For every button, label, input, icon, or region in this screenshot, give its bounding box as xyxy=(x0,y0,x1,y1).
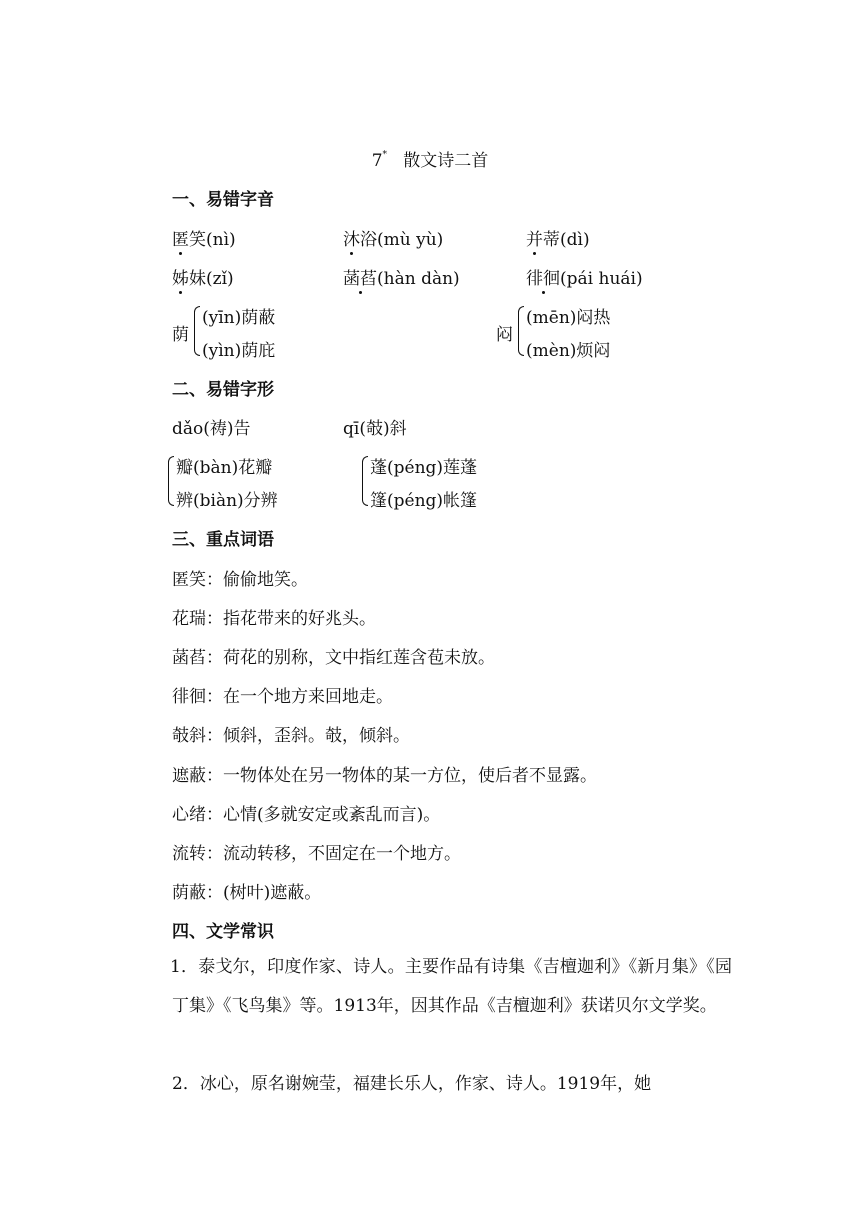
brace-bracket xyxy=(194,306,200,356)
title-number: 7 xyxy=(371,151,383,171)
brace-line: (mēn)闷热 xyxy=(526,308,611,328)
paragraph-2 xyxy=(172,1065,732,1104)
paragraph-1-text: 1．泰戈尔，印度作家、诗人。主要作品有诗集《吉檀迦利》《新月集》《园丁集》《飞鸟集》等。1913年，因其作品《吉檀迦利》获诺贝尔文学奖。 xyxy=(170,957,732,1016)
brace-bracket xyxy=(518,306,524,356)
brace-line: (yīn)荫蔽 xyxy=(202,308,276,328)
paragraph-1 xyxy=(172,948,732,1026)
pron-text: 笑(nì) xyxy=(189,230,236,250)
title-mark: * xyxy=(382,150,388,161)
term-item: 流转：流动转移，不固定在一个地方。 xyxy=(172,844,461,864)
section-heading-4: 四、文学常识 xyxy=(172,922,274,942)
pron-text: (hàn dàn) xyxy=(377,269,460,289)
term-item: 徘徊：在一个地方来回地走。 xyxy=(172,687,393,707)
brace-line: 瓣(bàn)花瓣 xyxy=(176,458,273,478)
pron-text: 妹(zǐ) xyxy=(189,269,234,289)
title-text: 散文诗二首 xyxy=(403,151,489,171)
term-item: 荫蔽：(树叶)遮蔽。 xyxy=(172,883,322,903)
brace-line: 篷(péng)帐篷 xyxy=(370,491,478,511)
term-item: 攲斜：倾斜，歪斜。攲，倾斜。 xyxy=(172,726,410,746)
pron-item xyxy=(343,264,460,289)
term-item: 菡萏：荷花的别称，文中指红莲含苞未放。 xyxy=(172,648,495,668)
brace-line: (yìn)荫庇 xyxy=(202,341,276,361)
pron-text: 浴(mù yù) xyxy=(360,230,444,250)
term-item: 匿笑：偷偷地笑。 xyxy=(172,570,308,590)
page-title xyxy=(0,146,860,171)
brace-line: (mèn)烦闷 xyxy=(526,341,611,361)
dotted-char: 姊 xyxy=(172,264,189,289)
brace-char: 荫 xyxy=(172,325,189,345)
section-heading-3: 三、重点词语 xyxy=(172,530,274,550)
dotted-char: 匿 xyxy=(172,225,189,250)
pron-item xyxy=(343,225,443,250)
brace-bracket xyxy=(362,456,368,506)
pron-text: (pái huái) xyxy=(560,269,643,289)
term-item: 遮蔽：一物体处在另一物体的某一方位，使后者不显露。 xyxy=(172,766,597,786)
section-heading-2: 二、易错字形 xyxy=(172,380,274,400)
shape-item: dǎo(祷)告 xyxy=(172,419,251,439)
brace-bracket xyxy=(168,456,174,506)
pron-item xyxy=(172,225,236,250)
section-heading-1: 一、易错字音 xyxy=(172,190,274,210)
brace-char: 闷 xyxy=(496,325,513,345)
brace-line: 辨(biàn)分辨 xyxy=(176,491,278,511)
shape-item: qī(攲)斜 xyxy=(343,419,407,439)
pron-item xyxy=(526,225,590,250)
dotted-char: 并 xyxy=(526,225,543,250)
pron-text: 蒂(dì) xyxy=(543,230,590,250)
brace-line: 蓬(péng)莲蓬 xyxy=(370,458,478,478)
pron-item xyxy=(526,264,643,289)
pron-item xyxy=(172,264,234,289)
dotted-char: 沐 xyxy=(343,225,360,250)
dotted-char: 徘徊 xyxy=(526,264,560,289)
term-item: 心绪：心情(多就安定或紊乱而言)。 xyxy=(172,805,441,825)
term-item: 花瑞：指花带来的好兆头。 xyxy=(172,609,376,629)
dotted-char: 菡萏 xyxy=(343,264,377,289)
paragraph-2-text: 2．冰心，原名谢婉莹，福建长乐人，作家、诗人。1919年，她 xyxy=(172,1074,652,1094)
